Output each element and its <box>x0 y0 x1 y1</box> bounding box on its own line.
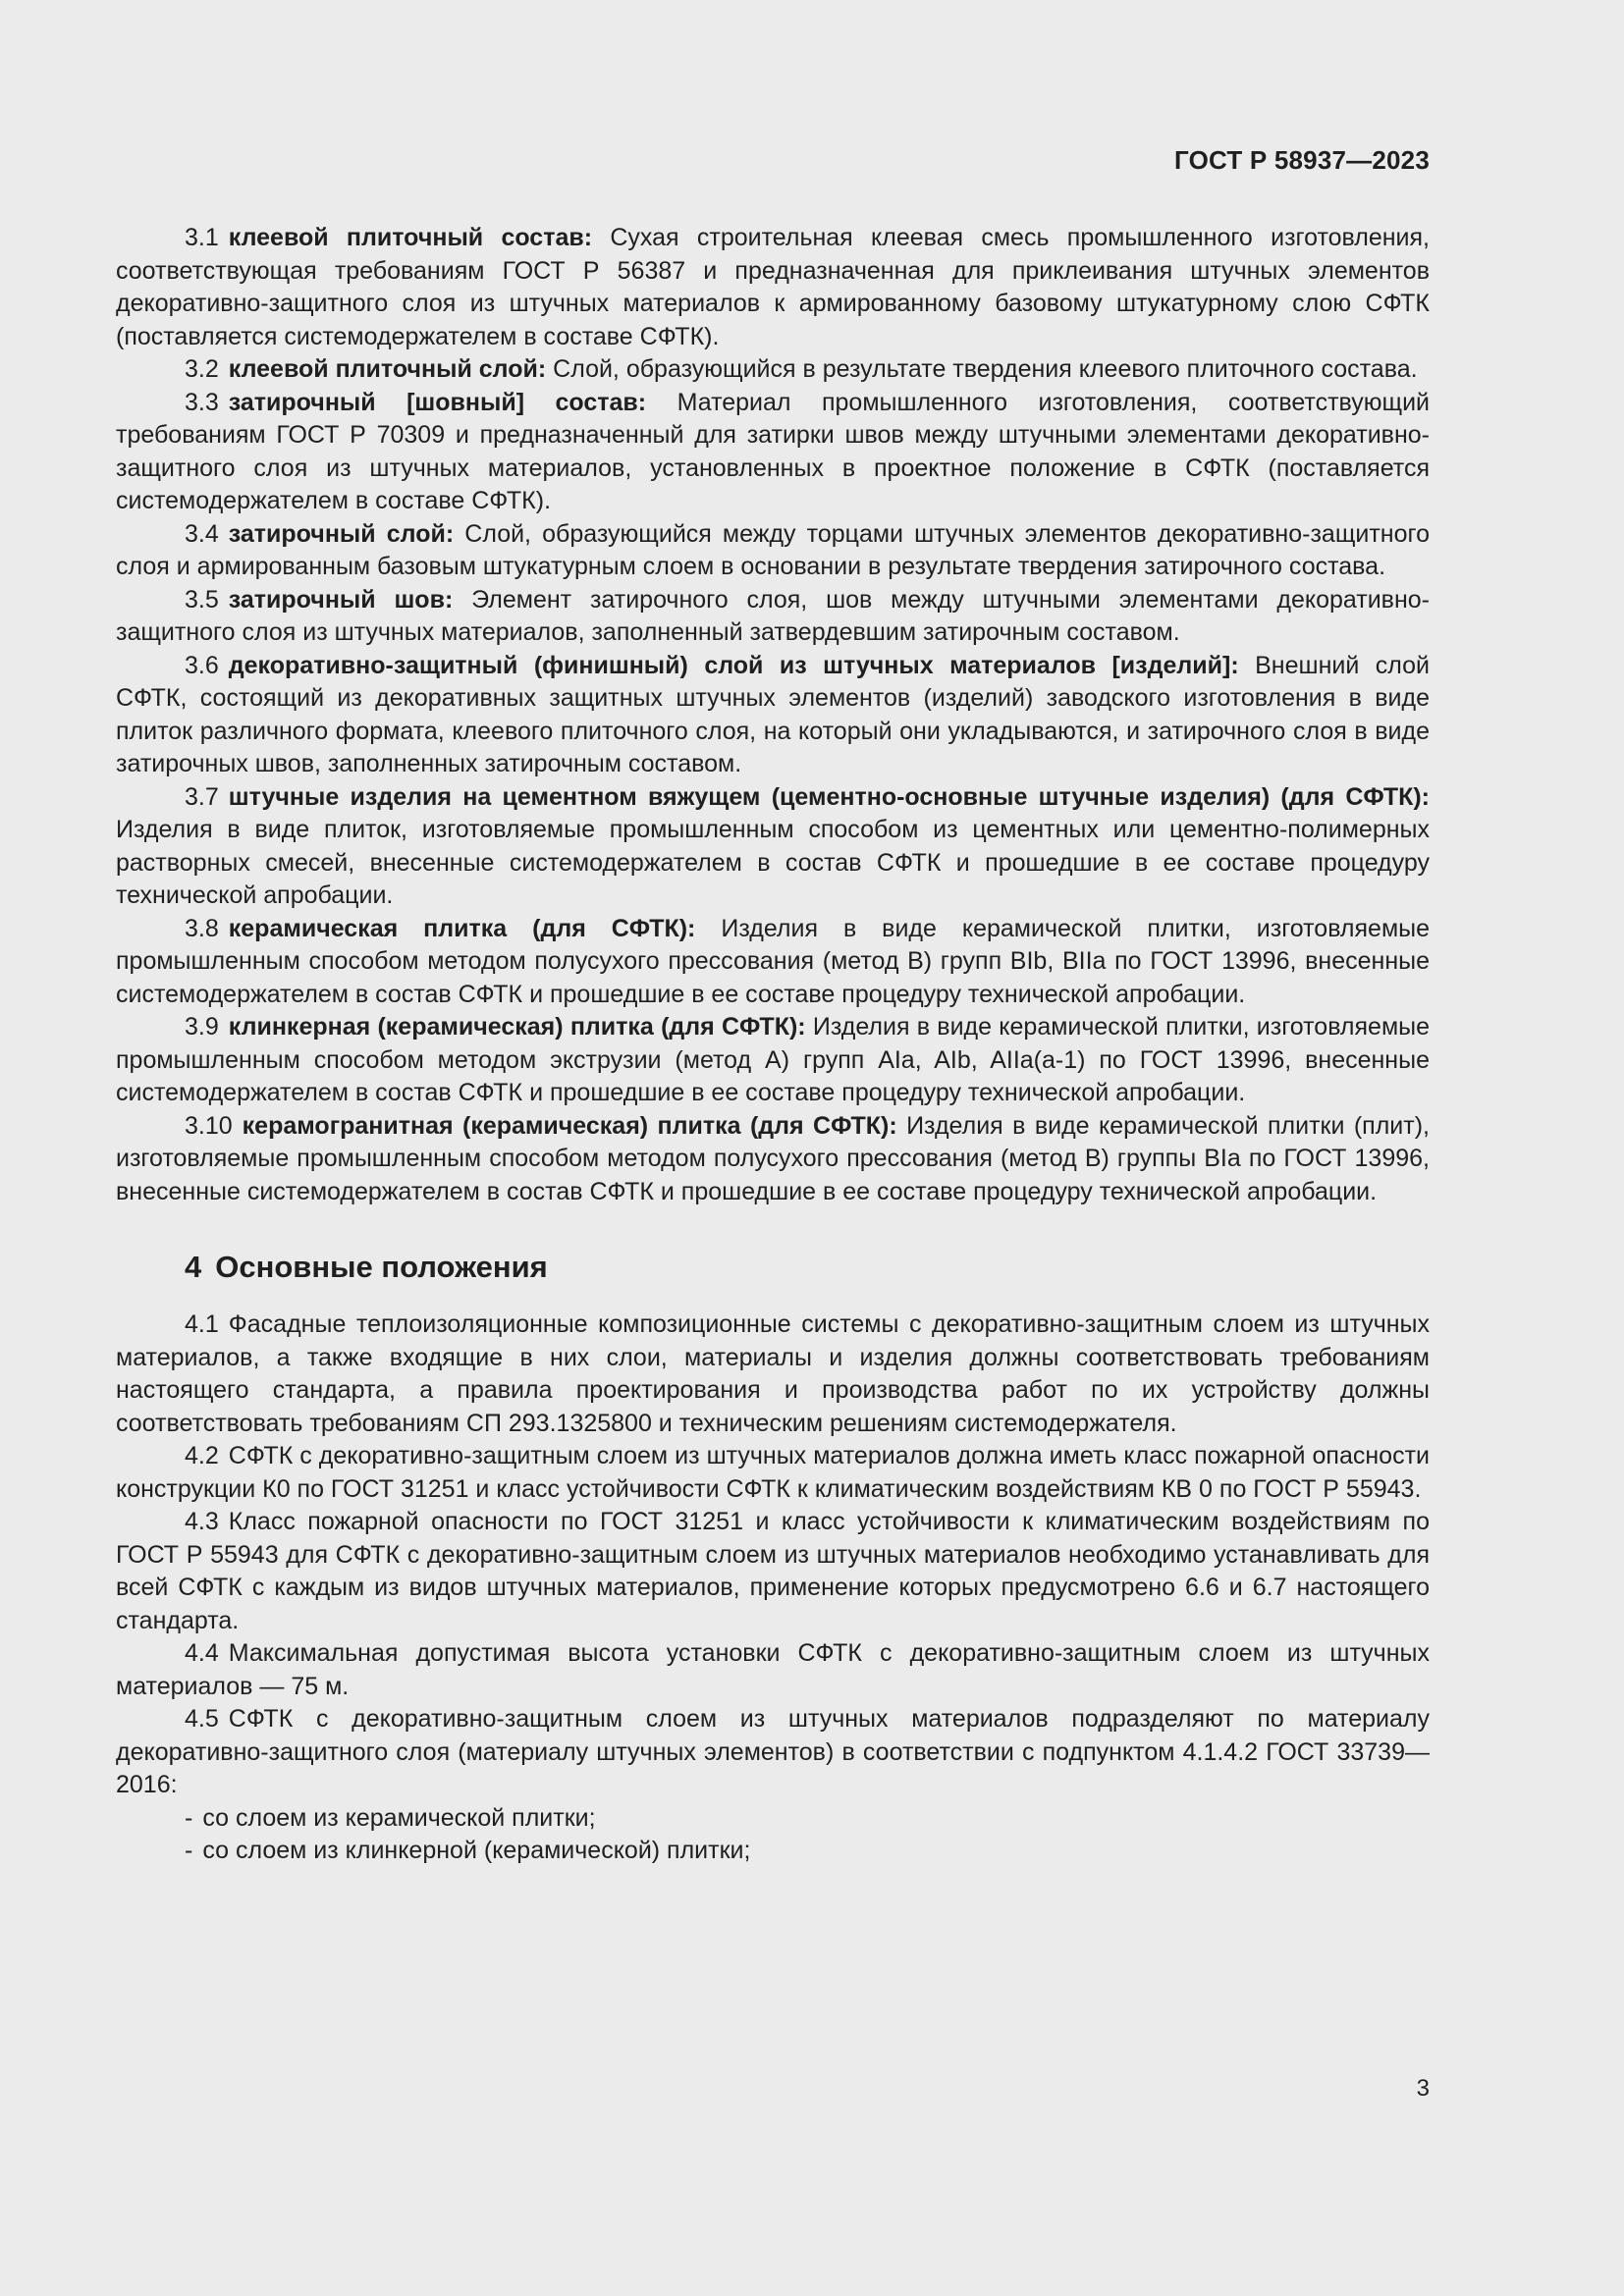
list-item-text: со слоем из керамической плитки; <box>202 1803 596 1832</box>
definition-text: Слой, образующийся в результате твердения клеевого плиточного состава. <box>553 355 1418 383</box>
clause-text: СФТК с декоративно-защитным слоем из штучных материалов подразделяют по материалу декоративно-защитного слоя (материалу штучных элементов) в соответствии с подпунктом 4.1.4.2 ГОСТ 33739—2016: <box>116 1705 1430 1798</box>
clause-number: 3.8 <box>185 914 219 942</box>
term: затирочный слой: <box>228 519 455 548</box>
term: декоративно-защитный (финишный) слой из штучных материалов [изделий]: <box>228 651 1239 679</box>
clause-number: 3.7 <box>185 782 219 811</box>
clause-text: Фасадные теплоизоляционные композиционные системы с декоративно-защитным слоем из штучных материалов, а также входящие в них слои, материалы и изделия должны соответствовать требованиям настоящего стандарта, а правила проектирования и производства работ по их устройству должны соответствовать требованиям СП 293.1325800 и техническим решениям системодержателя. <box>116 1310 1430 1437</box>
term: штучные изделия на цементном вяжущем (цементно-основные штучные изделия) (для СФТК): <box>228 782 1430 811</box>
clause-number: 4.4 <box>185 1639 219 1667</box>
clause-text: СФТК с декоративно-защитным слоем из штучных материалов должна иметь класс пожарной опасности конструкции К0 по ГОСТ 31251 и класс устойчивости СФТК к климатическим воздействиям КВ 0 по ГОСТ Р 55943. <box>116 1442 1430 1503</box>
clause-number: 4.1 <box>185 1310 219 1338</box>
definition-3-4 <box>116 518 1430 584</box>
definition-3-7 <box>116 781 1430 913</box>
clause-number: 3.9 <box>185 1013 219 1041</box>
clause-number: 3.5 <box>185 585 219 614</box>
section-heading <box>116 1248 1430 1287</box>
page-number: 3 <box>1416 2075 1430 2102</box>
definition-3-8 <box>116 913 1430 1012</box>
term: клеевой плиточный состав: <box>228 224 593 251</box>
clause-number: 3.1 <box>185 224 219 251</box>
definition-text: Материал промышленного изготовления, соответствующий требованиям ГОСТ Р 70309 и предназначенный для затирки швов между штучными элементами декоративно-защитного слоя из штучных материалов, установленных в проектное положение в СФТК (поставляется системодержателем в составе СФТК). <box>116 388 1431 514</box>
clause-4-1 <box>116 1308 1430 1440</box>
clause-number: 3.6 <box>185 651 219 679</box>
definition-text: Изделия в виде керамической плитки (плит), изготовляемые промышленным способом методом полусухого прессования (метод В) группы BIa по ГОСТ 13996, внесенные системодержателем в состав СФТК и прошедшие в ее составе процедуру технической апробации. <box>116 1111 1430 1205</box>
clause-text: Класс пожарной опасности по ГОСТ 31251 и класс устойчивости к климатическим воздействиям по ГОСТ Р 55943 для СФТК с декоративно-защитным слоем из штучных материалов необходимо устанавливать для всей СФТК с каждым из видов штучных материалов, применение которых предусмотрено 6.6 и 6.7 настоящего стандарта. <box>116 1508 1430 1634</box>
clause-number: 3.2 <box>185 355 219 383</box>
definition-text: Элемент затирочного слоя, шов между штучными элементами декоративно-защитного слоя из штучных материалов, заполненный затвердевшим затирочным составом. <box>116 585 1430 646</box>
term: керамогранитная (керамическая) плитка (для СФТК): <box>242 1111 897 1140</box>
document-page <box>116 0 1430 2296</box>
list-item <box>116 1802 1430 1836</box>
definition-3-5 <box>116 584 1430 650</box>
definition-text: Слой, образующийся между торцами штучных элементов декоративно-защитного слоя и армированным базовым штукатурным слоем в основании в результате твердения затирочного состава. <box>116 519 1430 580</box>
definition-3-6 <box>116 650 1430 781</box>
document-code-header: ГОСТ Р 58937—2023 <box>1174 145 1430 175</box>
definition-3-10 <box>116 1110 1430 1209</box>
definition-text: Сухая строительная клеевая смесь промышленного изготовления, соответствующая требованиям ГОСТ Р 56387 и предназначенная для приклеивания штучных элементов декоративно-защитного слоя из штучных материалов к армированному базовому штукатурному слою СФТК (поставляется системодержателем в составе СФТК). <box>116 224 1430 350</box>
list-item <box>116 1835 1430 1868</box>
clause-4-4 <box>116 1637 1430 1703</box>
list-dash: - <box>185 1803 193 1832</box>
clause-number: 4.3 <box>185 1508 219 1535</box>
section-title: Основные положения <box>215 1250 548 1284</box>
definition-3-1 <box>116 222 1430 353</box>
clause-number: 3.4 <box>185 519 219 548</box>
term: затирочный [шовный] состав: <box>228 388 647 416</box>
clause-4-3 <box>116 1506 1430 1637</box>
definition-text: Изделия в виде керамической плитки, изготовляемые промышленным способом методом полусухого прессования (метод В) групп BIb, BIIa по ГОСТ 13996, внесенные системодержателем в состав СФТК и прошедшие в ее составе процедуру технической апробации. <box>116 914 1430 1008</box>
definition-text: Внешний слой СФТК, состоящий из декоративных защитных штучных элементов (изделий) заводского изготовления в виде плиток различного формата, клеевого плиточного слоя, на который они укладываются, и затирочного слоя в виде затирочных швов, заполненных затирочным составом. <box>116 651 1431 777</box>
section-number: 4 <box>185 1250 202 1284</box>
definition-3-3 <box>116 387 1430 518</box>
clause-number: 4.2 <box>185 1442 219 1469</box>
document-body <box>116 222 1430 1868</box>
clause-number: 4.5 <box>185 1705 219 1733</box>
clause-4-5 <box>116 1703 1430 1802</box>
term: клеевой плиточный слой: <box>228 355 547 383</box>
term: клинкерная (керамическая) плитка (для СФТК): <box>228 1013 806 1041</box>
term: керамическая плитка (для СФТК): <box>228 914 696 942</box>
clause-4-2 <box>116 1440 1430 1506</box>
definition-3-2 <box>116 353 1430 387</box>
clause-text: Максимальная допустимая высота установки СФТК с декоративно-защитным слоем из штучных материалов — 75 м. <box>116 1639 1430 1700</box>
definition-text: Изделия в виде керамической плитки, изготовляемые промышленным способом методом экструзии (метод А) групп AIa, AIb, AIIa(a-1) по ГОСТ 13996, внесенные системодержателем в состав СФТК и прошедшие в ее составе процедуру технической апробации. <box>116 1013 1431 1106</box>
list-dash: - <box>185 1837 193 1864</box>
definition-text: Изделия в виде плиток, изготовляемые промышленным способом из цементных или цементно-полимерных растворных смесей, внесенные системодержателем в состав СФТК и прошедшие в ее составе процедуру технической апробации. <box>116 816 1430 909</box>
term: затирочный шов: <box>228 585 454 614</box>
definition-3-9 <box>116 1011 1430 1110</box>
list-item-text: со слоем из клинкерной (керамической) плитки; <box>202 1837 751 1864</box>
clause-number: 3.3 <box>185 388 219 416</box>
clause-number: 3.10 <box>185 1111 233 1140</box>
